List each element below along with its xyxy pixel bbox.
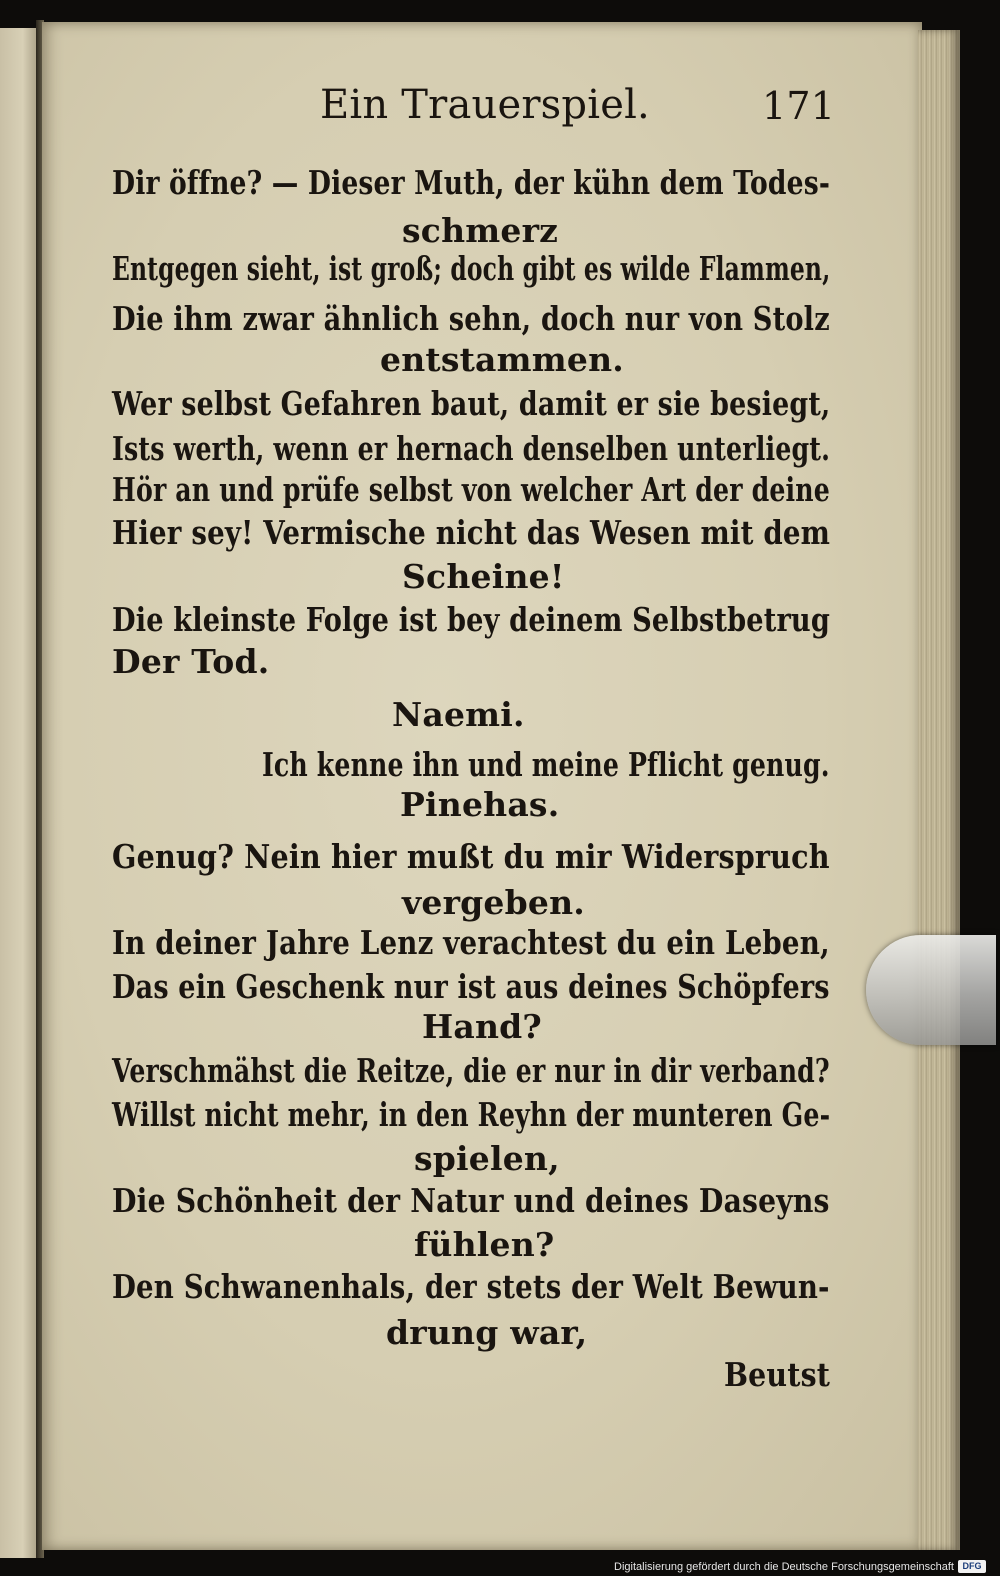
catchword: Beutst — [724, 1355, 831, 1394]
speaker-name: Pinehas. — [400, 785, 560, 824]
text-line: Verschmähst die Reitze, die er nur in dir verband? — [112, 1051, 830, 1090]
text-line: Wer selbst Gefahren baut, damit er sie besiegt, — [112, 384, 831, 423]
text-line: Die kleinste Folge ist bey deinem Selbstbetrug — [112, 600, 830, 639]
dfg-logo: DFG — [958, 1560, 986, 1573]
page-holder-clip — [866, 935, 996, 1045]
text-line: Hand? — [422, 1007, 542, 1046]
page-block-edges — [918, 30, 960, 1550]
text-line: Ists werth, wenn er hernach denselben unterliegt. — [112, 429, 831, 468]
text-line: Ich kenne ihn und meine Pflicht genug. — [262, 745, 830, 784]
text-line: Entgegen sieht, ist groß; doch gibt es wilde Flammen, — [112, 249, 831, 288]
running-title: Ein Trauerspiel. — [320, 82, 650, 128]
text-line: vergeben. — [402, 883, 585, 922]
text-line: Die Schönheit der Natur und deines Daseyns — [112, 1181, 830, 1220]
facing-page-edge — [0, 28, 38, 1558]
text-line: Hier sey! Vermische nicht das Wesen mit dem — [112, 513, 831, 552]
text-line: Der Tod. — [112, 642, 270, 681]
text-line: Die ihm zwar ähnlich sehn, doch nur von Stolz — [112, 299, 830, 338]
text-line: Genug? Nein hier mußt du mir Widerspruch — [112, 837, 830, 876]
speaker-name: Naemi. — [392, 695, 525, 734]
text-line: Dir öffne? — Dieser Muth, der kühn dem Todes- — [112, 163, 831, 202]
funding-credit: Digitalisierung gefördert durch die Deutsche Forschungsgemeinschaft — [614, 1561, 954, 1573]
text-line: Das ein Geschenk nur ist aus deines Schöpfers — [112, 967, 830, 1006]
text-line: drung war, — [386, 1313, 588, 1352]
text-line: In deiner Jahre Lenz verachtest du ein Leben, — [112, 923, 830, 962]
text-line: Scheine! — [402, 557, 565, 596]
text-line: spielen, — [414, 1139, 560, 1178]
page-number: 171 — [762, 84, 836, 128]
text-line: Den Schwanenhals, der stets der Welt Bewun- — [112, 1267, 830, 1306]
text-line: Willst nicht mehr, in den Reyhn der munteren Ge- — [112, 1095, 831, 1134]
text-line: schmerz — [402, 211, 559, 250]
text-line: entstammen. — [380, 340, 624, 379]
text-line: fühlen? — [414, 1225, 555, 1264]
text-line: Hör an und prüfe selbst von welcher Art der deine — [112, 470, 830, 509]
